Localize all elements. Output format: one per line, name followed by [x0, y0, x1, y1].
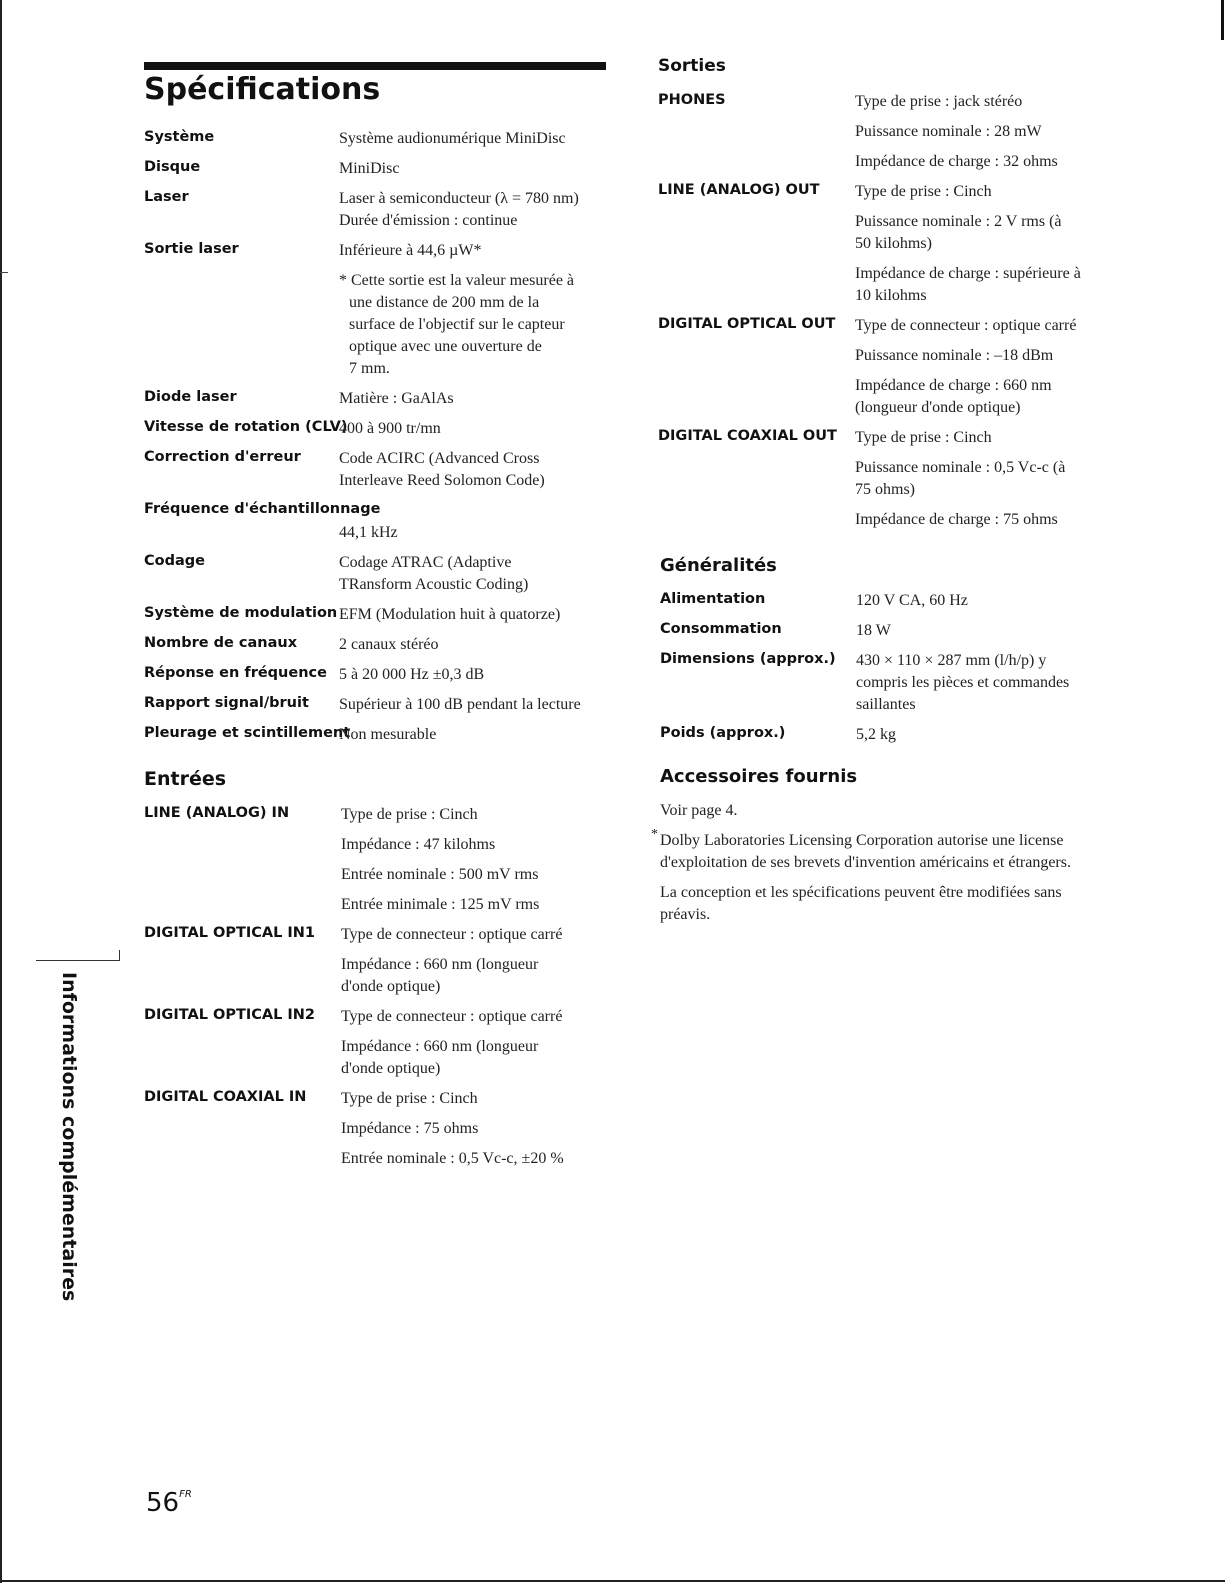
spec-value: 10 kilohms — [855, 287, 927, 304]
spec-label: Vitesse de rotation (CLV) — [144, 419, 348, 435]
spec-value: TRansform Acoustic Coding) — [339, 576, 529, 593]
spec-value: Entrée minimale : 125 mV rms — [341, 896, 540, 913]
spec-value: Durée d'émission : continue — [339, 212, 518, 229]
spec-value: Impédance : 75 ohms — [341, 1120, 479, 1137]
dolby-mark: * — [651, 827, 658, 842]
spec-value: 50 kilohms) — [855, 235, 932, 252]
spec-value: Impédance : 47 kilohms — [341, 836, 496, 853]
page-border-left — [0, 0, 2, 1583]
spec-label: Codage — [144, 553, 205, 569]
spec-value: d'onde optique) — [341, 1060, 441, 1077]
outputs-heading: Sorties — [658, 56, 726, 76]
page-number-suffix: FR — [179, 1489, 192, 1500]
spec-label: LINE (ANALOG) IN — [144, 805, 290, 821]
spec-label: Réponse en fréquence — [144, 665, 327, 681]
spec-value: Type de prise : Cinch — [341, 1090, 478, 1107]
spec-value: optique avec une ouverture de — [349, 338, 542, 355]
spec-value: Interleave Reed Solomon Code) — [339, 472, 545, 489]
spec-value: Système audionumérique MiniDisc — [339, 130, 566, 147]
spec-value: Type de connecteur : optique carré — [855, 317, 1077, 334]
side-tab-rule-end — [119, 950, 120, 961]
spec-value: Impédance : 660 nm (longueur — [341, 956, 539, 973]
spec-value: Non mesurable — [339, 726, 437, 743]
spec-label: Disque — [144, 159, 201, 175]
spec-value: Type de prise : jack stéréo — [855, 93, 1023, 110]
spec-value: Puissance nominale : 28 mW — [855, 123, 1042, 140]
spec-label: Rapport signal/bruit — [144, 695, 309, 711]
side-tab-label: Informations complémentaires — [58, 972, 80, 1302]
spec-value: surface de l'objectif sur le capteur — [349, 316, 565, 333]
spec-label: DIGITAL OPTICAL IN2 — [144, 1007, 316, 1023]
spec-value: EFM (Modulation huit à quatorze) — [339, 606, 561, 623]
spec-value: compris les pièces et commandes — [856, 674, 1070, 691]
title-rule — [144, 62, 606, 70]
spec-value: Supérieur à 100 dB pendant la lecture — [339, 696, 581, 713]
dolby-note-line-1: Dolby Laboratories Licensing Corporation autorise une license — [660, 832, 1064, 849]
design-note-line-1: La conception et les spécifications peuvent être modifiées sans — [660, 884, 1062, 901]
spec-value: (longueur d'onde optique) — [855, 399, 1021, 416]
spec-value: Entrée nominale : 0,5 Vc-c, ±20 % — [341, 1150, 564, 1167]
spec-value: Entrée nominale : 500 mV rms — [341, 866, 539, 883]
page-title: Spécifications — [144, 72, 381, 107]
spec-label: Sortie laser — [144, 241, 239, 257]
spec-label: Diode laser — [144, 389, 237, 405]
design-note-line-2: préavis. — [660, 906, 711, 923]
spec-label: Système de modulation — [144, 605, 338, 621]
spec-label: Dimensions (approx.) — [660, 651, 836, 667]
spec-value: Inférieure à 44,6 µW* — [339, 242, 482, 259]
spec-value: saillantes — [856, 696, 916, 713]
spec-value: 44,1 kHz — [339, 524, 398, 541]
inputs-heading: Entrées — [144, 768, 227, 790]
spec-label: DIGITAL COAXIAL IN — [144, 1089, 307, 1105]
spec-value: Codage ATRAC (Adaptive — [339, 554, 512, 571]
spec-value: Matière : GaAlAs — [339, 390, 454, 407]
spec-value: une distance de 200 mm de la — [349, 294, 540, 311]
spec-label: Fréquence d'échantillonnage — [144, 501, 381, 517]
spec-label: Consommation — [660, 621, 782, 637]
spec-value: 75 ohms) — [855, 481, 915, 498]
spec-label: Système — [144, 129, 215, 145]
spec-value: Laser à semiconducteur (λ = 780 nm) — [339, 190, 579, 207]
page-number — [146, 1488, 192, 1518]
side-tab-rule — [36, 960, 120, 961]
page-number-value: 56 — [146, 1488, 180, 1518]
spec-value: 5 à 20 000 Hz ±0,3 dB — [339, 666, 485, 683]
spec-value: Impédance de charge : supérieure à — [855, 265, 1081, 282]
spec-value: Impédance de charge : 660 nm — [855, 377, 1052, 394]
dolby-note-line-2: d'exploitation de ses brevets d'invention américains et étrangers. — [660, 854, 1071, 871]
margin-tick — [0, 272, 8, 273]
spec-value: 5,2 kg — [856, 726, 896, 743]
spec-label: Correction d'erreur — [144, 449, 301, 465]
spec-value: Puissance nominale : 0,5 Vc-c (à — [855, 459, 1066, 476]
spec-value: Puissance nominale : –18 dBm — [855, 347, 1054, 364]
spec-value: d'onde optique) — [341, 978, 441, 995]
spec-label: Nombre de canaux — [144, 635, 298, 651]
spec-label: DIGITAL OPTICAL IN1 — [144, 925, 316, 941]
spec-value: 2 canaux stéréo — [339, 636, 439, 653]
spec-label: Laser — [144, 189, 189, 205]
spec-label: DIGITAL COAXIAL OUT — [658, 428, 837, 444]
section-side-tab — [58, 972, 100, 1302]
spec-value: Type de connecteur : optique carré — [341, 1008, 563, 1025]
spec-value: 400 à 900 tr/mn — [339, 420, 441, 437]
spec-value: Impédance de charge : 32 ohms — [855, 153, 1058, 170]
spec-value: 18 W — [856, 622, 891, 639]
spec-label: Alimentation — [660, 591, 766, 607]
spec-value: Impédance de charge : 75 ohms — [855, 511, 1058, 528]
spec-value: 120 V CA, 60 Hz — [856, 592, 968, 609]
general-heading: Généralités — [660, 555, 777, 576]
spec-value: 430 × 110 × 287 mm (l/h/p) y — [856, 652, 1047, 669]
spec-value: Type de prise : Cinch — [855, 183, 992, 200]
spec-label: LINE (ANALOG) OUT — [658, 182, 820, 198]
accessories-text: Voir page 4. — [660, 802, 738, 819]
page-border-bottom — [0, 1580, 1225, 1582]
spec-value: Type de prise : Cinch — [341, 806, 478, 823]
spec-value: * Cette sortie est la valeur mesurée à — [339, 272, 575, 289]
spec-value: Puissance nominale : 2 V rms (à — [855, 213, 1062, 230]
spec-label: Pleurage et scintillement — [144, 725, 351, 741]
accessories-heading: Accessoires fournis — [660, 766, 858, 787]
spec-value: Type de prise : Cinch — [855, 429, 992, 446]
spec-label: Poids (approx.) — [660, 725, 786, 741]
spec-value: Impédance : 660 nm (longueur — [341, 1038, 539, 1055]
spec-value: Type de connecteur : optique carré — [341, 926, 563, 943]
spec-label: PHONES — [658, 92, 726, 108]
page-edge-mark — [1221, 0, 1224, 40]
spec-label: DIGITAL OPTICAL OUT — [658, 316, 836, 332]
spec-value: MiniDisc — [339, 160, 400, 177]
spec-value: 7 mm. — [349, 360, 390, 377]
spec-value: Code ACIRC (Advanced Cross — [339, 450, 540, 467]
